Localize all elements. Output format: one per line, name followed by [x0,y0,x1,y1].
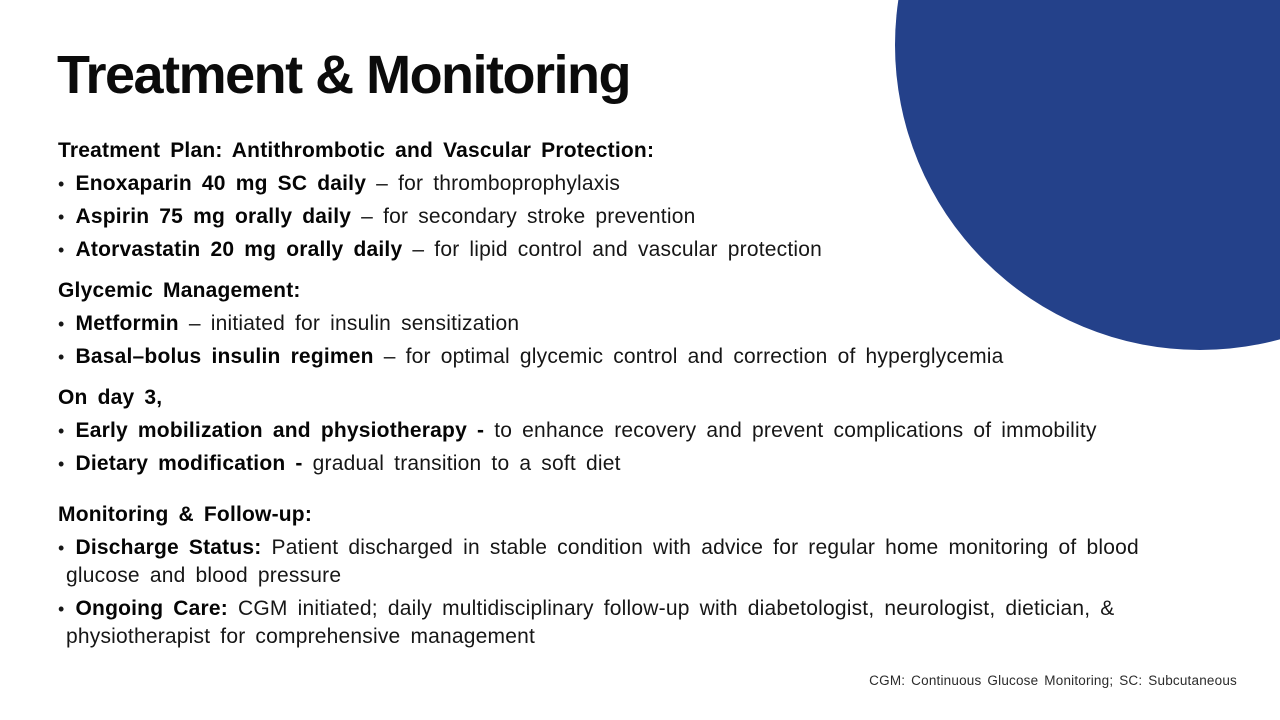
bullet-text: for lipid control and vascular protection [434,238,823,261]
bullet-text: gradual transition to a soft diet [312,452,621,475]
slide-title: Treatment & Monitoring [57,45,630,105]
bullet-marker: • [58,314,65,334]
section-heading: Treatment Plan: Antithrombotic and Vascular Protection: [58,139,655,162]
bullet-text: to enhance recovery and prevent complications of immobility [494,419,1097,442]
bullet-bold: Early mobilization and physiotherapy - [75,419,485,442]
bullet-marker: • [58,421,65,441]
list-item [58,203,1168,231]
bullet-marker: • [58,599,65,619]
bullet-marker: • [58,207,65,227]
bullet-bold: Enoxaparin 40 mg SC daily [75,172,367,195]
bullet-bold: Ongoing Care: [75,597,228,620]
bullet-separator: – [373,345,406,368]
bullet-separator [261,536,271,559]
list-item [58,534,1168,590]
section-on-day-3 [58,384,1168,478]
bullet-separator: – [178,312,211,335]
bullet-marker: • [58,174,65,194]
bullet-text: CGM initiated; daily multidisciplinary follow-up with diabetologist, neurologist, dietician, & physiotherapist for comprehensive management [66,597,1115,648]
section-glycemic-management [58,277,1168,371]
slide-body [58,137,1168,656]
bullet-separator: – [402,238,435,261]
bullet-marker: • [58,240,65,260]
section-monitoring-follow-up [58,501,1168,651]
bullet-text: for optimal glycemic control and correction of hyperglycemia [405,345,1004,368]
bullet-bold: Aspirin 75 mg orally daily [75,205,352,228]
bullet-bold: Dietary modification - [75,452,303,475]
list-item [58,450,1168,478]
footnote-abbreviations: CGM: Continuous Glucose Monitoring; SC: Subcutaneous [869,673,1237,688]
bullet-bold: Atorvastatin 20 mg orally daily [75,238,403,261]
bullet-bold: Basal–bolus insulin regimen [75,345,374,368]
bullet-marker: • [58,538,65,558]
bullet-bold: Metformin [75,312,179,335]
bullet-marker: • [58,347,65,367]
bullet-separator [303,452,313,475]
bullet-text: initiated for insulin sensitization [210,312,520,335]
list-item [58,310,1168,338]
section-heading: Glycemic Management: [58,279,301,302]
section-treatment-plan [58,137,1168,264]
bullet-text: for thromboprophylaxis [398,172,621,195]
bullet-text: for secondary stroke prevention [383,205,696,228]
bullet-separator [228,597,238,620]
list-item [58,170,1168,198]
list-item [58,343,1168,371]
section-heading: On day 3, [58,386,163,409]
section-heading: Monitoring & Follow-up: [58,503,313,526]
bullet-text: Patient discharged in stable condition with advice for regular home monitoring of blood glucose and blood pressure [66,536,1139,587]
bullet-bold: Discharge Status: [75,536,262,559]
list-item [58,417,1168,445]
bullet-separator: – [366,172,399,195]
list-item [58,595,1168,651]
bullet-marker: • [58,454,65,474]
bullet-separator: – [351,205,384,228]
list-item [58,236,1168,264]
bullet-separator [484,419,494,442]
